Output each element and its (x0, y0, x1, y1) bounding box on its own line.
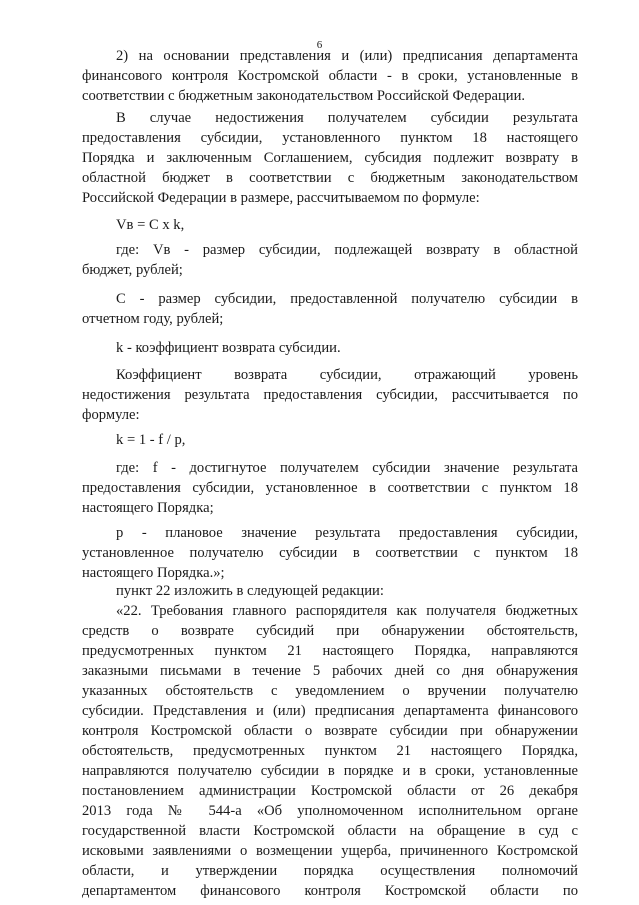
page-number: 6 (316, 39, 323, 51)
text-line: настоящего Порядка; (82, 500, 214, 516)
text-line: департаментом финансового контроля Костромской области по (82, 883, 578, 899)
formula-line: k = 1 - f / p, (116, 432, 186, 448)
text-line: бюджет, рублей; (82, 262, 183, 278)
text-line: где: f - достигнутое получателем субсидии значение результата (116, 460, 578, 476)
text-line: В случае недостижения получателем субсидии результата (116, 110, 578, 126)
text-line: предоставления субсидии, установленного пунктом 18 настоящего (82, 130, 578, 146)
text-line: указанных обстоятельств с уведомлением о вручении получателю (82, 683, 578, 699)
text-line: предусмотренных пунктом 21 настоящего Порядка, направляются (82, 643, 578, 659)
text-line: финансового контроля Костромской области - в сроки, установленные в (82, 68, 578, 84)
text-line: «22. Требования главного распорядителя как получателя бюджетных (116, 603, 578, 619)
text-line: где: Vв - размер субсидии, подлежащей возврату в областной (116, 242, 578, 258)
text-line: областной бюджет в соответствии с бюджетным законодательством (82, 170, 578, 186)
text-line: постановлением администрации Костромской области от 26 декабря (82, 783, 578, 799)
text-line: Порядка и заключенным Соглашением, субсидия подлежит возврату в (82, 150, 578, 166)
text-line: C - размер субсидии, предоставленной получателю субсидии в (116, 291, 578, 307)
text-line: установленное получателю субсидии в соответствии с пунктом 18 (82, 545, 578, 561)
text-line: p - плановое значение результата предоставления субсидии, (116, 525, 578, 541)
text-line: 2) на основании представления и (или) предписания департамента (116, 48, 578, 64)
text-line: обстоятельств, предусмотренных пунктом 21 настоящего Порядка, (82, 743, 578, 759)
text-line: k - коэффициент возврата субсидии. (116, 340, 341, 356)
text-line: государственной власти Костромской области на обращение в суд с (82, 823, 578, 839)
text-line: области, и утверждении порядка осуществления полномочий (82, 863, 578, 879)
text-line: соответствии с бюджетным законодательством Российской Федерации. (82, 88, 526, 104)
text-line: исковыми заявлениями о возмещении ущерба, причиненного Костромской (82, 843, 578, 859)
text-line: настоящего Порядка.»; (82, 565, 225, 581)
text-line: Российской Федерации в размере, рассчитываемом по формуле: (82, 190, 480, 206)
text-line: 2013 года № 544-а «Об уполномоченном исполнительном органе (82, 803, 578, 819)
text-line: средств о возврате субсидий при обнаружении обстоятельств, (82, 623, 578, 639)
text-line: Коэффициент возврата субсидии, отражающий уровень (116, 367, 578, 383)
text-line: контроля Костромской области о возврате субсидии при обнаружении (82, 723, 578, 739)
text-line: недостижения результата предоставления субсидии, рассчитывается по (82, 387, 578, 403)
text-line: заказными письмами в течение 5 рабочих дней со дня обнаружения (82, 663, 578, 679)
formula-line: Vв = C x k, (116, 217, 185, 233)
text-line: отчетном году, рублей; (82, 311, 224, 327)
text-line: предоставления субсидии, установленное в соответствии с пунктом 18 (82, 480, 578, 496)
text-line: формуле: (82, 407, 140, 423)
text-line: пункт 22 изложить в следующей редакции: (116, 583, 384, 599)
text-line: субсидии. Представления и (или) предписания департамента финансового (82, 703, 578, 719)
text-line: направляются получателю субсидии в порядке и в сроки, установленные (82, 763, 578, 779)
